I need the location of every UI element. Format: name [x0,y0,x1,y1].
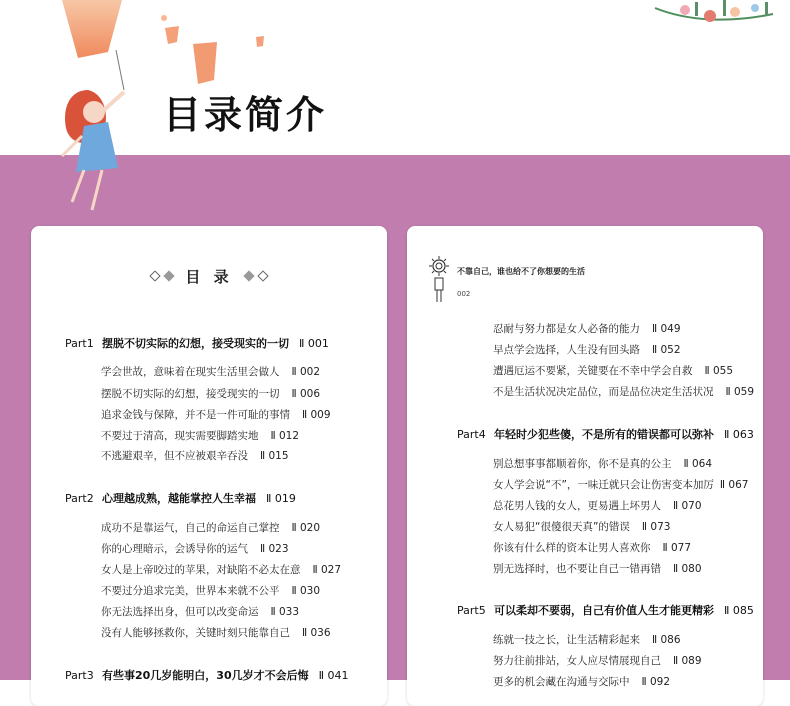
part-title: 心理越成熟，越能掌控人生幸福 [102,492,256,505]
item-title: 忍耐与努力都是女人必备的能力 [493,323,640,335]
item-page: Ⅱ 009 [302,409,331,421]
item-page: Ⅱ 077 [662,542,692,554]
part-page: Ⅱ 041 [318,669,349,682]
item-page: Ⅱ 052 [652,344,681,356]
item-page: Ⅱ 049 [652,323,681,335]
item-title: 练就一技之长，让生活精彩起来 [493,634,640,646]
item-page: Ⅱ 055 [704,365,734,377]
part-number: Part1 [65,337,94,350]
toc-item[interactable] [493,342,681,357]
toc-item[interactable] [493,540,691,555]
item-page: Ⅱ 064 [683,458,713,470]
quote-page-number: 002 [457,290,471,298]
diamond-filled-icon [243,270,254,281]
item-title: 你无法选择出身，但可以改变命运 [101,606,259,618]
girl-illustration [48,50,143,212]
item-title: 不要过分追求完美，世界本来就不公平 [101,585,280,597]
diamond-outline-icon [257,270,268,281]
item-page: Ⅱ 023 [260,543,289,555]
toc-card-right [407,226,763,706]
part-title: 摆脱不切实际的幻想，接受现实的一切 [102,337,289,350]
item-title: 女人是上帝咬过的苹果，对缺陷不必太在意 [101,564,301,576]
item-title: 更多的机会藏在沟通与交际中 [493,676,630,688]
toc-item[interactable] [493,363,733,378]
item-page: Ⅱ 073 [641,521,671,533]
part-number: Part2 [65,492,94,505]
item-title: 早点学会选择，人生没有回头路 [493,344,640,356]
lantern-icon [190,42,220,86]
item-page: Ⅱ 092 [641,676,671,688]
item-title: 努力往前排站，女人应尽情展现自己 [493,655,661,667]
toc-item[interactable] [101,562,341,577]
item-title: 没有人能够拯救你，关键时刻只能靠自己 [101,627,290,639]
part-title: 可以柔却不要弱，自己有价值人生才能更精彩 [494,604,714,617]
lantern-icon [255,36,265,48]
item-page: Ⅱ 030 [291,585,321,597]
item-page: Ⅱ 059 [725,386,755,398]
toc-item[interactable] [101,541,289,556]
toc-item[interactable] [101,386,320,401]
item-page: Ⅱ 080 [673,563,702,575]
part-number: Part5 [457,604,486,617]
item-title: 你的心理暗示，会诱导你的运气 [101,543,248,555]
diamond-outline-icon [149,270,160,281]
item-page: Ⅱ 006 [291,388,321,400]
item-title: 你该有什么样的资本让男人喜欢你 [493,542,651,554]
quote-text: 不靠自己，谁也给不了你想要的生活 [457,267,585,276]
toc-item[interactable] [101,428,299,443]
part-title: 有些事20几岁能明白，30几岁才不会后悔 [102,669,309,682]
item-page: Ⅱ 086 [652,634,681,646]
toc-item[interactable] [493,498,702,513]
page-title: 目录简介 [163,93,328,137]
toc-item[interactable] [101,448,289,463]
toc-item[interactable] [493,456,712,471]
part-page: Ⅱ 085 [724,604,754,617]
item-title: 遭遇厄运不要紧，关键要在不幸中学会自救 [493,365,693,377]
item-page: Ⅱ 020 [291,522,321,534]
toc-item[interactable] [101,520,320,535]
item-page: Ⅱ 027 [312,564,342,576]
item-page: Ⅱ 012 [270,430,300,442]
toc-part[interactable] [457,426,754,442]
toc-item[interactable] [101,583,320,598]
item-title: 摆脱不切实际的幻想，接受现实的一切 [101,388,280,400]
part-page: Ⅱ 063 [724,428,754,441]
item-title: 总花男人钱的女人，更易遇上坏男人 [493,500,661,512]
toc-item[interactable] [493,384,754,399]
toc-part[interactable] [457,602,754,618]
item-title: 不逃避艰辛，但不应被艰辛吞没 [101,450,248,462]
toc-item[interactable] [101,625,331,640]
toc-item[interactable] [493,321,681,336]
item-page: Ⅱ 036 [302,627,331,639]
toc-item[interactable] [493,632,681,647]
lantern-icon [163,26,181,46]
diamond-filled-icon [163,270,174,281]
toc-part[interactable] [65,490,296,506]
toc-heading [31,266,387,287]
part-title: 年轻时少犯些傻，不是所有的错误都可以弥补 [494,428,714,441]
toc-item[interactable] [493,477,748,492]
item-page: Ⅱ 015 [260,450,289,462]
item-title: 女人易犯“很傻很天真”的错误 [493,521,630,533]
toc-part[interactable] [65,667,349,683]
part-number: Part4 [457,428,486,441]
toc-heading-label: 目 录 [185,268,233,286]
toc-item[interactable] [101,604,299,619]
toc-item[interactable] [101,364,320,379]
item-title: 不是生活状况决定品位，而是品位决定生活状况 [493,386,714,398]
toc-item[interactable] [101,407,331,422]
item-title: 女人学会说“不”，一味迁就只会让伤害变本加厉 [493,479,714,491]
flower-decoration-icon [655,0,775,30]
toc-card-left [31,226,387,706]
part-number: Part3 [65,669,94,682]
item-title: 成功不是靠运气，自己的命运自己掌控 [101,522,280,534]
item-title: 学会世故，意味着在现实生活里会做人 [101,366,280,378]
item-title: 别无选择时，也不要让自己一错再错 [493,563,661,575]
toc-item[interactable] [493,519,670,534]
toc-part[interactable] [65,335,329,351]
item-page: Ⅱ 070 [673,500,702,512]
toc-item[interactable] [493,674,670,689]
item-page: Ⅱ 002 [291,366,321,378]
part-page: Ⅱ 001 [299,337,329,350]
item-title: 不要过于清高，现实需要脚踏实地 [101,430,259,442]
sun-head-figure-icon [427,256,451,304]
toc-item[interactable] [493,653,702,668]
part-page: Ⅱ 019 [266,492,296,505]
item-page: Ⅱ 033 [270,606,300,618]
lantern-icon [160,14,168,22]
item-title: 别总想事事都顺着你，你不是真的公主 [493,458,672,470]
item-page: Ⅱ 067 [719,479,749,491]
item-title: 追求金钱与保障，并不是一件可耻的事情 [101,409,290,421]
toc-item[interactable] [493,561,702,576]
item-page: Ⅱ 089 [673,655,702,667]
